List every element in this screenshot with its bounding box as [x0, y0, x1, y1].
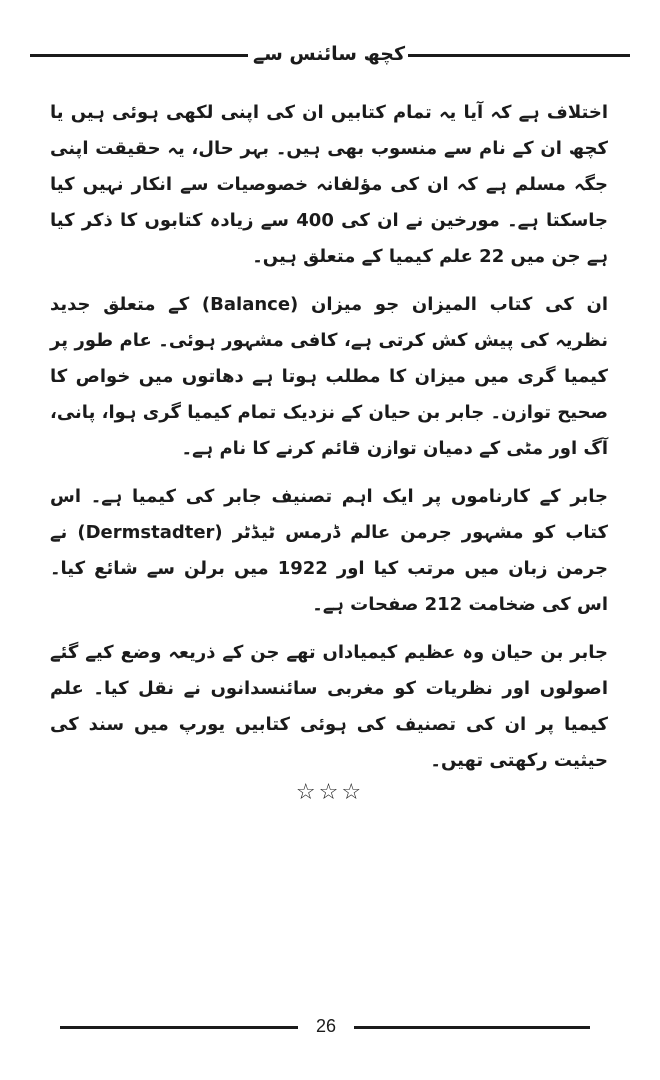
footer-rule-right: [354, 1026, 590, 1029]
running-header-title: کچھ سائنس سے: [252, 43, 406, 65]
paragraph-1: اختلاف ہے کہ آیا یہ تمام کتابیں ان کی اپنی لکھی ہوئی ہیں یا کچھ ان کے نام سے منسوب بھی ہیں۔ بہر حال، یہ حقیقت اپنی جگہ مسلم ہے کہ ان کی مؤلفانہ خصوصیات سے انکار نہیں کیا جاسکتا ہے۔ مورخین نے ان کی 400 سے زیادہ کتابوں کا ذکر کیا ہے جن میں 22 علم کیمیا کے متعلق ہیں۔: [50, 102, 609, 267]
running-header: [30, 38, 630, 74]
paragraph-3: جابر کے کارناموں پر ایک اہم تصنیف جابر کی کیمیا ہے۔ اس کتاب کو مشہور جرمن عالم ڈرمس ٹیڈٹر (Dermstadter) نے جرمن زبان میں مرتب کیا اور 1922 میں برلن سے شائع کیا۔ اس کی ضخامت 212 صفحات ہے۔: [50, 486, 608, 615]
header-rule-right: [408, 54, 630, 57]
body-text: [50, 95, 608, 791]
page-footer: [60, 1012, 590, 1042]
section-separator-stars: ☆☆☆: [295, 780, 365, 805]
header-rule-left: [30, 54, 248, 57]
paragraph-4: جابر بن حیان وہ عظیم کیمیاداں تھے جن کے ذریعہ وضع کیے گئے اصولوں اور نظریات کو مغربی سائنسدانوں نے نقل کیا۔ علم کیمیا پر ان کی تصنیف کی ہوئی کتابیں یورپ میں سند کی حیثیت رکھتی تھیں۔: [50, 642, 608, 771]
page-number: 26: [315, 1016, 337, 1036]
paragraph-2: ان کی کتاب المیزان جو میزان (Balance) کے متعلق جدید نظریہ کی پیش کش کرتی ہے، کافی مشہور ہوئی۔ عام طور پر کیمیا گری میں میزان کا مطلب ہوتا ہے دھاتوں میں خواص کا صحیح توازن۔ جابر بن حیان کے نزدیک تمام کیمیا گری ہوا، پانی، آگ اور مٹی کے دمیان توازن قائم کرنے کا نام ہے۔: [50, 294, 608, 459]
footer-rule-left: [60, 1026, 298, 1029]
